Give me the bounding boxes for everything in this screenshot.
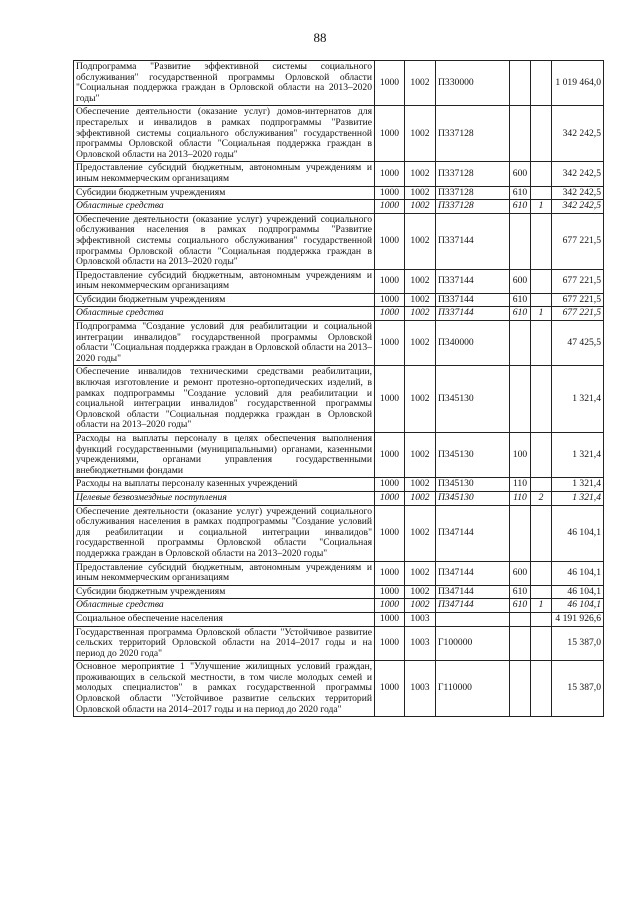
amount-value: 677 221,5 xyxy=(552,307,604,321)
funding-source-code xyxy=(531,626,552,661)
section-code: 1000 xyxy=(375,366,405,433)
table-row xyxy=(74,213,604,269)
table-row xyxy=(74,269,604,293)
row-description: Основное мероприятие 1 "Улучшение жилищных условий граждан, проживающих в сельской местности, в том числе молодых семей и молодых специалистов" в рамках государственной программы Орловской области "Устойчивое развитие сельских территорий Орловской области на 2014–2017 годы и на период до 2020 года" xyxy=(74,661,375,717)
target-article-code: Г100000 xyxy=(436,626,510,661)
subsection-code: 1002 xyxy=(405,599,436,613)
section-code: 1000 xyxy=(375,106,405,162)
funding-source-code xyxy=(531,269,552,293)
funding-source-code xyxy=(531,661,552,717)
subsection-code: 1002 xyxy=(405,505,436,561)
amount-value: 1 321,4 xyxy=(552,433,604,478)
funding-source-code xyxy=(531,106,552,162)
target-article-code: П347144 xyxy=(436,585,510,599)
row-description: Обеспечение деятельности (оказание услуг) домов-интернатов для престарелых и инвалидов в рамках подпрограммы "Развитие эффективной системы социального обслуживания" государственной программы Орловской области "Социальная поддержка граждан в Орловской области на 2013–2020 годы" xyxy=(74,106,375,162)
funding-source-code: 1 xyxy=(531,200,552,214)
table-row xyxy=(74,612,604,626)
target-article-code: П340000 xyxy=(436,321,510,366)
section-code: 1000 xyxy=(375,491,405,505)
subsection-code: 1002 xyxy=(405,321,436,366)
amount-value: 15 387,0 xyxy=(552,661,604,717)
section-code: 1000 xyxy=(375,561,405,585)
budget-table xyxy=(73,60,604,717)
table-row xyxy=(74,307,604,321)
section-code: 1000 xyxy=(375,433,405,478)
section-code: 1000 xyxy=(375,599,405,613)
section-code: 1000 xyxy=(375,269,405,293)
subsection-code: 1002 xyxy=(405,186,436,200)
expense-type-code: 610 xyxy=(510,200,531,214)
amount-value: 677 221,5 xyxy=(552,293,604,307)
table-row xyxy=(74,366,604,433)
expense-type-code xyxy=(510,321,531,366)
row-description: Подпрограмма "Создание условий для реабилитации и социальной интеграции инвалидов" государственной программы Орловской области "Социальная поддержка граждан в Орловской области на 2013–2020 годы" xyxy=(74,321,375,366)
target-article-code: П337144 xyxy=(436,269,510,293)
table-row xyxy=(74,61,604,106)
subsection-code: 1002 xyxy=(405,213,436,269)
section-code: 1000 xyxy=(375,307,405,321)
expense-type-code xyxy=(510,61,531,106)
section-code: 1000 xyxy=(375,213,405,269)
table-row xyxy=(74,478,604,492)
funding-source-code xyxy=(531,561,552,585)
expense-type-code xyxy=(510,106,531,162)
expense-type-code xyxy=(510,213,531,269)
funding-source-code: 1 xyxy=(531,599,552,613)
table-row xyxy=(74,661,604,717)
subsection-code: 1003 xyxy=(405,661,436,717)
expense-type-code: 100 xyxy=(510,433,531,478)
target-article-code: П337144 xyxy=(436,213,510,269)
target-article-code: П345130 xyxy=(436,366,510,433)
funding-source-code xyxy=(531,186,552,200)
table-row xyxy=(74,626,604,661)
expense-type-code: 110 xyxy=(510,478,531,492)
subsection-code: 1002 xyxy=(405,433,436,478)
subsection-code: 1002 xyxy=(405,200,436,214)
table-row xyxy=(74,293,604,307)
section-code: 1000 xyxy=(375,186,405,200)
funding-source-code xyxy=(531,61,552,106)
expense-type-code: 610 xyxy=(510,293,531,307)
section-code: 1000 xyxy=(375,612,405,626)
row-description: Государственная программа Орловской области "Устойчивое развитие сельских территорий Орловской области на 2014–2017 годы и на период до 2020 года" xyxy=(74,626,375,661)
row-description: Областные средства xyxy=(74,200,375,214)
table-row xyxy=(74,433,604,478)
expense-type-code: 600 xyxy=(510,269,531,293)
expense-type-code: 600 xyxy=(510,561,531,585)
target-article-code: П345130 xyxy=(436,433,510,478)
expense-type-code: 610 xyxy=(510,186,531,200)
section-code: 1000 xyxy=(375,321,405,366)
target-article-code: П337144 xyxy=(436,307,510,321)
row-description: Подпрограмма "Развитие эффективной системы социального обслуживания" государственной программы Орловской области "Социальная поддержка граждан в Орловской области на 2013–2020 годы" xyxy=(74,61,375,106)
section-code: 1000 xyxy=(375,200,405,214)
subsection-code: 1002 xyxy=(405,106,436,162)
subsection-code: 1002 xyxy=(405,478,436,492)
row-description: Обеспечение деятельности (оказание услуг) учреждений социального обслуживания населения в рамках подпрограммы "Развитие эффективной системы социального обслуживания" государственной программы Орловской области "Социальная поддержка граждан в Орловской области на 2013–2020 годы" xyxy=(74,213,375,269)
funding-source-code xyxy=(531,612,552,626)
amount-value: 4 191 926,6 xyxy=(552,612,604,626)
row-description: Расходы на выплаты персоналу в целях обеспечения выполнения функций государственными (муниципальными) органами, казенными учреждениями, органами управления государственными внебюджетными фондами xyxy=(74,433,375,478)
expense-type-code xyxy=(510,626,531,661)
funding-source-code xyxy=(531,321,552,366)
row-description: Обеспечение инвалидов техническими средствами реабилитации, включая изготовление и ремонт протезно-ортопедических изделий, в рамках подпрограммы "Создание условий для реабилитации и социальной интеграции инвалидов" государственной программы Орловской области "Социальная поддержка граждан в Орловской области на 2013–2020 годы" xyxy=(74,366,375,433)
funding-source-code xyxy=(531,213,552,269)
subsection-code: 1002 xyxy=(405,61,436,106)
amount-value: 677 221,5 xyxy=(552,269,604,293)
expense-type-code: 610 xyxy=(510,585,531,599)
subsection-code: 1002 xyxy=(405,307,436,321)
target-article-code: П337128 xyxy=(436,106,510,162)
target-article-code xyxy=(436,612,510,626)
table-row xyxy=(74,106,604,162)
section-code: 1000 xyxy=(375,293,405,307)
subsection-code: 1003 xyxy=(405,626,436,661)
row-description: Обеспечение деятельности (оказание услуг) учреждений социального обслуживания населения в рамках подпрограммы "Создание условий для реабилитации и социальной интеграции инвалидов" государственной программы Орловской области "Социальная поддержка граждан в Орловской области на 2013–2020 годы" xyxy=(74,505,375,561)
amount-value: 46 104,1 xyxy=(552,561,604,585)
funding-source-code xyxy=(531,366,552,433)
amount-value: 46 104,1 xyxy=(552,505,604,561)
expense-type-code: 110 xyxy=(510,491,531,505)
funding-source-code xyxy=(531,162,552,186)
subsection-code: 1002 xyxy=(405,162,436,186)
target-article-code: Г110000 xyxy=(436,661,510,717)
row-description: Областные средства xyxy=(74,599,375,613)
funding-source-code xyxy=(531,293,552,307)
amount-value: 47 425,5 xyxy=(552,321,604,366)
amount-value: 1 321,4 xyxy=(552,491,604,505)
expense-type-code xyxy=(510,612,531,626)
subsection-code: 1002 xyxy=(405,366,436,433)
target-article-code: П337144 xyxy=(436,293,510,307)
table-row xyxy=(74,585,604,599)
expense-type-code: 610 xyxy=(510,599,531,613)
funding-source-code: 2 xyxy=(531,491,552,505)
subsection-code: 1002 xyxy=(405,561,436,585)
row-description: Расходы на выплаты персоналу казенных учреждений xyxy=(74,478,375,492)
row-description: Предоставление субсидий бюджетным, автономным учреждениям и иным некоммерческим организациям xyxy=(74,269,375,293)
subsection-code: 1002 xyxy=(405,491,436,505)
row-description: Предоставление субсидий бюджетным, автономным учреждениям и иным некоммерческим организациям xyxy=(74,162,375,186)
target-article-code: П337128 xyxy=(436,162,510,186)
amount-value: 15 387,0 xyxy=(552,626,604,661)
subsection-code: 1002 xyxy=(405,293,436,307)
amount-value: 1 019 464,0 xyxy=(552,61,604,106)
section-code: 1000 xyxy=(375,626,405,661)
table-row xyxy=(74,186,604,200)
expense-type-code xyxy=(510,366,531,433)
expense-type-code: 600 xyxy=(510,162,531,186)
section-code: 1000 xyxy=(375,585,405,599)
amount-value: 46 104,1 xyxy=(552,585,604,599)
row-description: Предоставление субсидий бюджетным, автономным учреждениям и иным некоммерческим организациям xyxy=(74,561,375,585)
table-row xyxy=(74,200,604,214)
amount-value: 342 242,5 xyxy=(552,186,604,200)
row-description: Субсидии бюджетным учреждениям xyxy=(74,585,375,599)
target-article-code: П337128 xyxy=(436,186,510,200)
table-row xyxy=(74,162,604,186)
section-code: 1000 xyxy=(375,661,405,717)
funding-source-code xyxy=(531,505,552,561)
target-article-code: П345130 xyxy=(436,491,510,505)
amount-value: 677 221,5 xyxy=(552,213,604,269)
amount-value: 342 242,5 xyxy=(552,106,604,162)
table-row xyxy=(74,561,604,585)
target-article-code: П345130 xyxy=(436,478,510,492)
expense-type-code xyxy=(510,661,531,717)
subsection-code: 1003 xyxy=(405,612,436,626)
amount-value: 1 321,4 xyxy=(552,366,604,433)
table-row xyxy=(74,321,604,366)
expense-type-code: 610 xyxy=(510,307,531,321)
amount-value: 342 242,5 xyxy=(552,162,604,186)
table-body xyxy=(74,61,604,717)
page-number: 88 xyxy=(313,30,327,45)
section-code: 1000 xyxy=(375,162,405,186)
amount-value: 342 242,5 xyxy=(552,200,604,214)
funding-source-code: 1 xyxy=(531,307,552,321)
table-row xyxy=(74,505,604,561)
subsection-code: 1002 xyxy=(405,269,436,293)
section-code: 1000 xyxy=(375,61,405,106)
amount-value: 46 104,1 xyxy=(552,599,604,613)
expense-type-code xyxy=(510,505,531,561)
funding-source-code xyxy=(531,433,552,478)
row-description: Областные средства xyxy=(74,307,375,321)
section-code: 1000 xyxy=(375,505,405,561)
target-article-code: П347144 xyxy=(436,505,510,561)
target-article-code: П347144 xyxy=(436,561,510,585)
row-description: Субсидии бюджетным учреждениям xyxy=(74,186,375,200)
target-article-code: П337128 xyxy=(436,200,510,214)
target-article-code: П347144 xyxy=(436,599,510,613)
table-row xyxy=(74,599,604,613)
row-description: Субсидии бюджетным учреждениям xyxy=(74,293,375,307)
row-description: Целевые безвозмездные поступления xyxy=(74,491,375,505)
row-description: Социальное обеспечение населения xyxy=(74,612,375,626)
amount-value: 1 321,4 xyxy=(552,478,604,492)
table-row xyxy=(74,491,604,505)
section-code: 1000 xyxy=(375,478,405,492)
funding-source-code xyxy=(531,585,552,599)
target-article-code: П330000 xyxy=(436,61,510,106)
funding-source-code xyxy=(531,478,552,492)
subsection-code: 1002 xyxy=(405,585,436,599)
